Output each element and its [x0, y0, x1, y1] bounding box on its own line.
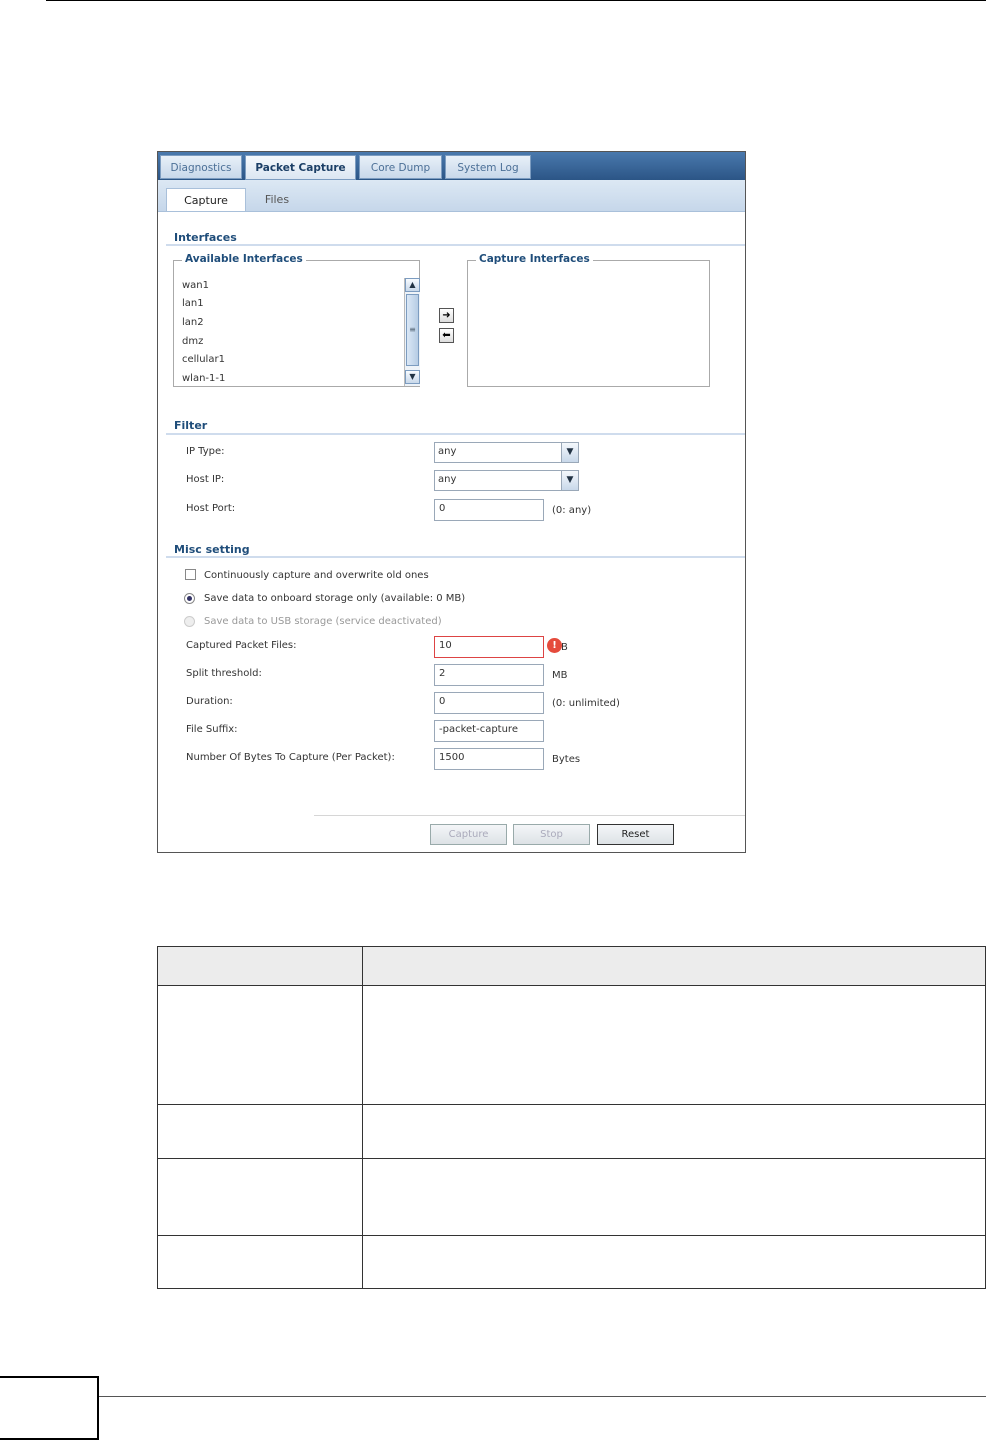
chevron-down-icon: ▼ — [561, 443, 578, 462]
tab-core-dump[interactable]: Core Dump — [359, 155, 442, 179]
bytes-to-capture-input[interactable]: 1500 — [434, 748, 544, 770]
table-header-cell — [363, 947, 986, 986]
capture-button[interactable]: Capture — [430, 824, 507, 845]
available-interfaces-legend: Available Interfaces — [182, 253, 306, 265]
list-item[interactable]: wan1 — [182, 280, 210, 291]
onboard-storage-label: Save data to onboard storage only (available: 0 MB) — [204, 593, 466, 604]
ip-type-label: IP Type: — [186, 446, 225, 457]
table-header-cell — [158, 947, 363, 986]
available-interfaces-list[interactable] — [182, 279, 406, 387]
filter-section-title: Filter — [174, 419, 208, 432]
page-footer-rule — [99, 1396, 986, 1397]
table-header-row — [158, 947, 986, 986]
split-threshold-label: Split threshold: — [186, 668, 262, 679]
main-tab-bar — [158, 152, 745, 180]
split-threshold-unit: MB — [552, 670, 568, 681]
description-table — [157, 946, 986, 1289]
packet-capture-window — [157, 151, 746, 853]
arrow-left-icon: ⬅ — [442, 330, 451, 341]
sub-tab-bar — [158, 180, 745, 212]
table-cell — [158, 1159, 363, 1236]
button-bar-rule — [314, 815, 745, 816]
add-interface-button[interactable] — [439, 308, 454, 323]
capture-interfaces-box[interactable] — [467, 253, 710, 387]
interfaces-section-title: Interfaces — [174, 231, 237, 244]
page-top-rule — [46, 0, 986, 1]
file-suffix-label: File Suffix: — [186, 724, 238, 735]
captured-files-unit: B — [561, 642, 568, 653]
table-cell — [363, 1105, 986, 1159]
continuous-capture-checkbox[interactable] — [185, 569, 196, 580]
host-port-input[interactable]: 0 — [434, 499, 544, 521]
captured-files-label: Captured Packet Files: — [186, 640, 297, 651]
list-item[interactable]: dmz — [182, 336, 204, 347]
interfaces-section-rule — [166, 244, 745, 246]
table-cell — [158, 986, 363, 1105]
duration-label: Duration: — [186, 696, 233, 707]
table-row — [158, 986, 986, 1105]
usb-storage-label: Save data to USB storage (service deactivated) — [204, 616, 442, 627]
table-cell — [363, 1236, 986, 1289]
bytes-to-capture-unit: Bytes — [552, 754, 581, 765]
host-ip-value: any — [438, 474, 457, 485]
table-cell — [363, 1159, 986, 1236]
arrow-right-icon: ➜ — [442, 310, 451, 321]
tab-diagnostics[interactable]: Diagnostics — [160, 155, 242, 179]
list-item[interactable]: lan2 — [182, 317, 204, 328]
stop-button[interactable]: Stop — [513, 824, 590, 845]
host-ip-label: Host IP: — [186, 474, 225, 485]
chevron-down-icon: ▼ — [561, 471, 578, 490]
continuous-capture-label: Continuously capture and overwrite old ones — [204, 570, 429, 581]
available-interfaces-scrollbar[interactable] — [404, 278, 420, 386]
ip-type-value: any — [438, 446, 457, 457]
captured-files-input[interactable]: 10 — [434, 636, 544, 658]
host-port-label: Host Port: — [186, 503, 236, 514]
host-port-hint: (0: any) — [552, 505, 592, 516]
table-row — [158, 1159, 986, 1236]
scroll-thumb[interactable]: ≡ — [406, 294, 419, 366]
scroll-down-icon[interactable]: ▼ — [405, 370, 420, 384]
table-cell — [363, 986, 986, 1105]
table-cell — [158, 1105, 363, 1159]
table-cell — [158, 1236, 363, 1289]
remove-interface-button[interactable] — [439, 328, 454, 343]
tab-system-log[interactable]: System Log — [445, 155, 531, 179]
file-suffix-input[interactable]: -packet-capture — [434, 720, 544, 742]
subtab-files[interactable]: Files — [264, 193, 290, 206]
list-item[interactable]: cellular1 — [182, 354, 225, 365]
host-ip-select[interactable] — [434, 470, 579, 491]
filter-section-rule — [166, 433, 745, 435]
ip-type-select[interactable] — [434, 442, 579, 463]
duration-hint: (0: unlimited) — [552, 698, 620, 709]
onboard-storage-radio[interactable] — [184, 593, 195, 604]
reset-button[interactable]: Reset — [597, 824, 674, 845]
list-item[interactable]: wlan-1-1 — [182, 373, 226, 384]
scroll-up-icon[interactable]: ▲ — [405, 278, 420, 292]
tab-packet-capture[interactable]: Packet Capture — [245, 155, 356, 180]
misc-section-title: Misc setting — [174, 543, 250, 556]
subtab-capture[interactable]: Capture — [166, 188, 246, 211]
split-threshold-input[interactable]: 2 — [434, 664, 544, 686]
page-number-box — [0, 1376, 99, 1440]
table-row — [158, 1236, 986, 1289]
misc-section-rule — [166, 556, 745, 558]
duration-input[interactable]: 0 — [434, 692, 544, 714]
bytes-to-capture-label: Number Of Bytes To Capture (Per Packet): — [186, 752, 395, 763]
capture-interfaces-legend: Capture Interfaces — [476, 253, 593, 265]
list-item[interactable]: lan1 — [182, 298, 204, 309]
usb-storage-radio[interactable] — [184, 616, 195, 627]
error-icon: ! — [547, 638, 562, 653]
table-row — [158, 1105, 986, 1159]
